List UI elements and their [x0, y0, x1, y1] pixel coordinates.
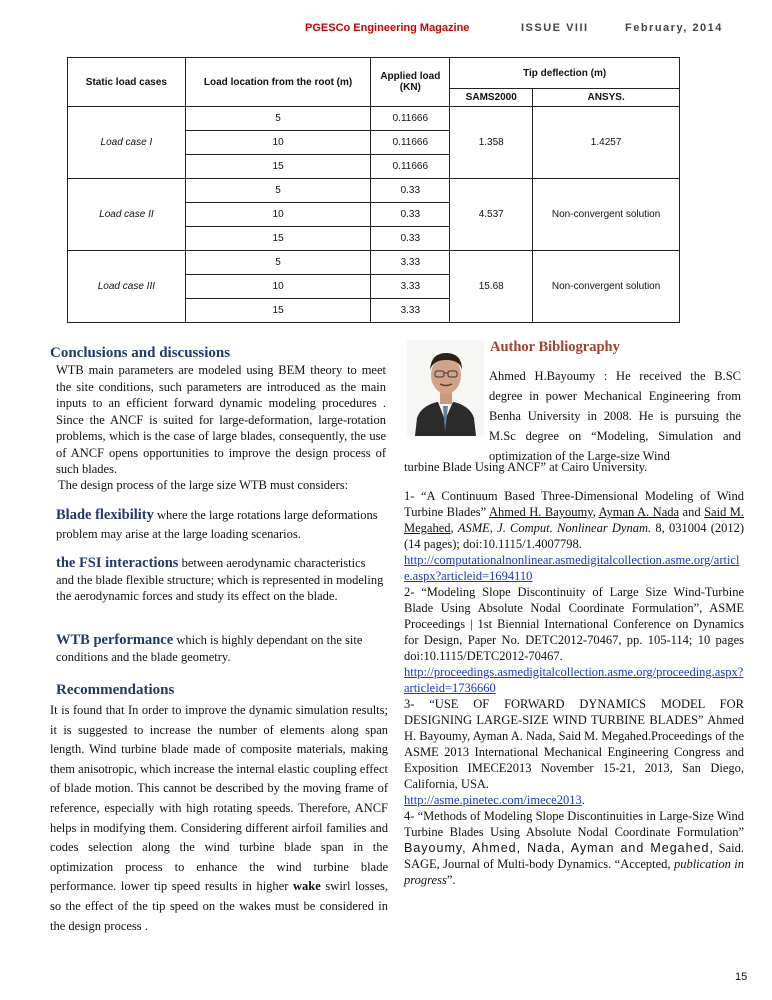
ref1-author-2: Ayman A. Nada — [598, 505, 680, 519]
author-photo — [407, 340, 484, 436]
applied-load: 0.33 — [371, 179, 450, 203]
ansys-deflection: 1.4257 — [533, 107, 680, 179]
load-location: 10 — [185, 203, 371, 227]
applied-load: 0.11666 — [371, 155, 450, 179]
fsi-paragraph — [56, 555, 386, 605]
reference-item: 1- “A Continuum Based Three-Dimensional Modeling of Wind Turbine Blades” Ahmed H. Bayoumy, Ayman A. Nada and Said M. Megahed, ASME, J. Comput. Nonlinear Dynam. 8, 031004 (2012) (14 pages); doi:10.1115/1.4007798. — [404, 489, 745, 551]
load-case-name: Load case III — [68, 251, 186, 323]
reference-link[interactable] — [404, 664, 744, 696]
ref3-link[interactable]: http://asme.pinetec.com/imece2013 — [404, 793, 582, 807]
recommendations-heading: Recommendations — [56, 682, 175, 698]
conclusions-paragraph: WTB main parameters are modeled using BEM theory to meet the site conditions, such parameters are introduced as the main inputs to an efficient forward dynamic modeling procedures . Since the ANCF is suited for large-deformation, large-rotation problems, which is the case of large blades, consequently, the use of ANCF opens opportunities to improve the design process of such blades. — [56, 363, 386, 476]
load-location: 10 — [185, 275, 371, 299]
blade-flexibility-paragraph — [56, 506, 386, 544]
load-location: 15 — [185, 227, 371, 251]
reference-link[interactable] — [404, 552, 744, 584]
ref4-status: publication in progress — [404, 857, 744, 887]
recommendations-paragraph — [50, 701, 388, 936]
header-static-load-cases: Static load cases — [68, 58, 186, 107]
page-number: 15 — [735, 971, 748, 983]
sams-deflection: 1.358 — [450, 107, 533, 179]
reference-item — [404, 696, 744, 792]
header-ansys: ANSYS. — [533, 89, 680, 107]
applied-load: 0.11666 — [371, 107, 450, 131]
recommendations-text: It is found that In order to improve the dynamic simulation results; it is suggested to increase the number of elements along span length. Wind turbine blade made of composite materials, making them anisotropic, which increase the internal elastic coupling effect of blade motion. This cannot be described by the moving frame of reference, especially with high rotating speeds. Therefore, ANCF helps in modifying them. Considering different airfoil families and codes selection along the wind turbine blade span in the optimization process to enhance the wind turbine blade performance. — [50, 703, 388, 894]
author-bio: Ahmed H.Bayoumy : He received the B.SC degree in power Mechanical Engineering from Benha University in 2008. He is pursuing the M.Sc degree on “Modeling, Simulation and optimization of the Large-size Wind — [489, 369, 741, 463]
magazine-title: PGESCo Engineering Magazine — [305, 22, 470, 34]
load-case-name: Load case II — [68, 179, 186, 251]
recommendations-text-2b: swirl losses, so the effect of the tip speed on the wakes must be considered in the design process . — [50, 879, 389, 933]
ref2-text: 2- “Modeling Slope Discontinuity of Large Size Wind-Turbine Blade Using Absolute Nodal Coordinate Formulation”, ASME Proceedings | 1st Biennial International Conference on Dynamics for Design, Paper No. DETC2012-70467, pp. 105-114; 10 pages doi:10.1115/DETC2012-70467. — [404, 585, 744, 663]
ref1-author-1: Ahmed H. Bayoumy — [488, 505, 593, 519]
applied-load: 3.33 — [371, 275, 450, 299]
wake-keyword: wake — [293, 879, 321, 894]
applied-load: 0.33 — [371, 203, 450, 227]
table-row — [68, 107, 680, 131]
header-sams2000: SAMS2000 — [450, 89, 533, 107]
sams-deflection: 4.537 — [450, 179, 533, 251]
ansys-deflection: Non-convergent solution — [533, 251, 680, 323]
header-tip-deflection: Tip deflection (m) — [450, 58, 680, 89]
load-case-name: Load case I — [68, 107, 186, 179]
wtb-performance-paragraph — [56, 632, 386, 665]
load-location: 5 — [185, 107, 371, 131]
issue-label: ISSUE VIII — [521, 22, 589, 34]
load-location: 5 — [185, 179, 371, 203]
conclusions-heading: Conclusions and discussions — [50, 345, 231, 361]
blade-flexibility-keyword: Blade flexibility — [56, 507, 154, 523]
reference-link[interactable]: http://asme.pinetec.com/imece2013. — [404, 793, 585, 807]
ref4-details: Said. SAGE, Journal of Multi-body Dynamics. “Accepted, — [404, 841, 745, 871]
load-location: 5 — [185, 251, 371, 275]
table-row — [68, 251, 680, 275]
table-row — [68, 179, 680, 203]
ref1-details: 8, 031004 (2012) (14 pages); doi:10.1115/1.4007798. — [404, 521, 745, 551]
author-bibliography-heading: Author Bibliography — [490, 339, 620, 355]
blade-flexibility-text: where the large rotations large deformations problem may arise at the large loading scenarios. — [56, 508, 378, 541]
wtb-performance-keyword: WTB performance — [56, 632, 174, 648]
load-location: 15 — [185, 299, 371, 323]
applied-load: 3.33 — [371, 299, 450, 323]
issue-date: February, 2014 — [625, 22, 723, 34]
applied-load: 0.11666 — [371, 131, 450, 155]
ref1-journal: ASME, J. Comput. Nonlinear Dynam. — [457, 521, 652, 535]
fsi-keyword: the FSI interactions — [56, 555, 179, 571]
ref4-authors: Bayoumy, Ahmed, Nada, Ayman and Megahed, — [404, 841, 714, 855]
ref1-and: and — [682, 505, 701, 519]
reference-list — [404, 488, 744, 888]
header-applied-load: Applied load (KN) — [371, 58, 450, 107]
ref1-link[interactable]: http://computationalnonlinear.asmedigitalcollection.asme.org/article.aspx?articleid=1694110 — [404, 553, 740, 583]
load-location: 15 — [185, 155, 371, 179]
reference-item — [404, 808, 744, 888]
applied-load: 0.33 — [371, 227, 450, 251]
reference-item — [404, 584, 744, 664]
applied-load: 3.33 — [371, 251, 450, 275]
load-location: 10 — [185, 131, 371, 155]
design-considerations-intro: The design process of the large size WTB must considers: — [58, 478, 349, 492]
sams-deflection: 15.68 — [450, 251, 533, 323]
ref3-text: 3- “USE OF FORWARD DYNAMICS MODEL FOR DESIGNING LARGE-SIZE WIND TURBINE BLADES” Ahmed H. Bayoumy, Ayman A. Nada, Said M. Megahed.Proceedings of the ASME 2013 International Mechanical Engineering Congress and Exposition IMECE2013 November 15-21, 2013, San Diego, California, USA. — [404, 697, 744, 791]
ref4-end: ”. — [446, 873, 456, 887]
wtb-performance-text: which is highly dependant on the site conditions and the blade geometry. — [56, 633, 363, 664]
ref4-title: 4- “Methods of Modeling Slope Discontinuities in Large-Size Wind Turbine Blades Using Absolute Nodal Coordinate Formulation” — [404, 809, 744, 839]
ref1-author-3: Said M. Megahed — [404, 505, 745, 535]
header-load-location: Load location from the root (m) — [185, 58, 371, 107]
fsi-text: between aerodynamic characteristics and the blade flexible structure; which is represented in modeling the aerodynamic forces and study its effect on the blade. — [56, 556, 384, 603]
recommendations-text-2a: lower tip speed results in higher — [120, 879, 289, 894]
load-cases-table — [67, 57, 680, 323]
ref1-title: 1- “A Continuum Based Three-Dimensional Modeling of Wind Turbine Blades” — [404, 489, 744, 519]
ansys-deflection: Non-convergent solution — [533, 179, 680, 251]
ref2-link[interactable]: http://proceedings.asmedigitalcollection.asme.org/proceeding.aspx?articleid=1736660 — [404, 665, 744, 695]
author-bio-tail: turbine Blade Using ANCF” at Cairo University. — [404, 460, 648, 474]
